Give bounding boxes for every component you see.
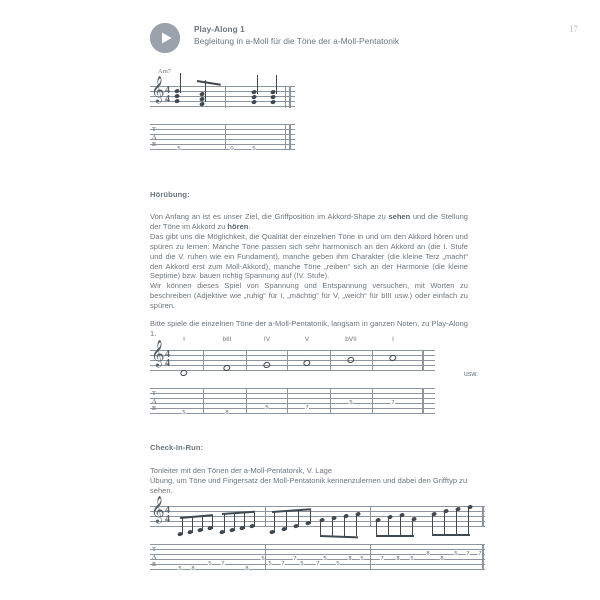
- paragraph-4: Bitte spiele die einzelnen Töne der a-Moll-Pentatonik, langsam in ganzen Noten, zu Play-Along 1.: [150, 319, 468, 338]
- treble-clef-icon: 𝄞: [151, 341, 165, 367]
- usw-label: usw.: [464, 371, 479, 378]
- barline: [370, 506, 371, 526]
- checkinrun-line-1: Tonleiter mit den Tönen der a-Moll-Pentatonik, V. Lage: [150, 466, 333, 475]
- tab-number: 5: [265, 405, 269, 411]
- roman-numeral-row: [150, 336, 435, 346]
- section-heading-hoeruebung: Hörübung:: [150, 190, 190, 199]
- tab-number: 5: [349, 400, 353, 406]
- barline: [225, 124, 226, 149]
- tab-number: 7: [391, 400, 395, 406]
- degree-label: bVII: [345, 336, 357, 343]
- tab-number: 8: [426, 551, 430, 557]
- beam: [197, 80, 221, 85]
- tab-staff: [150, 124, 295, 149]
- tab-clef-letters: T A B: [152, 391, 157, 412]
- music-system-check-in-run: [150, 497, 485, 584]
- checkinrun-line-2: Übung, um Töne und Fingersatz der Moll-Pentatonik kennenzulernen und dabei den Grifftyp zu sehen.: [150, 475, 468, 495]
- barline: [265, 544, 266, 569]
- chord-symbol-am7: Am7: [158, 68, 171, 75]
- barline: [265, 506, 266, 526]
- barline: [287, 388, 288, 413]
- beam: [320, 535, 358, 538]
- page-title: Play-Along 1: [194, 25, 245, 34]
- barline-final: [482, 506, 484, 526]
- tab-number: 8: [396, 556, 400, 562]
- note-stem: [205, 80, 206, 102]
- page-header: [150, 22, 490, 53]
- tab-number: 7: [293, 556, 297, 562]
- degree-label: I: [183, 336, 185, 343]
- note-stem: [180, 73, 181, 93]
- barline: [372, 388, 373, 413]
- tab-number: 5: [300, 561, 304, 567]
- barline-final: [289, 124, 291, 149]
- tab-number: 7: [466, 551, 470, 557]
- music-system-pentatonic-degrees: [150, 336, 435, 426]
- barline: [287, 350, 288, 370]
- para1-part-a: Von Anfang an ist es unser Ziel, die Griffposition im Akkord-Shape zu: [150, 212, 389, 221]
- para1-emphasis-sehen: sehen: [388, 212, 411, 221]
- check-in-run-body: [150, 466, 468, 496]
- degree-label: IV: [263, 336, 271, 343]
- time-signature: 4 4: [165, 505, 170, 525]
- para1-part-b: und die Stellung der Töne im Akkord zu: [150, 212, 468, 231]
- barline: [246, 388, 247, 413]
- tab-number: 8: [245, 566, 249, 572]
- tab-number: 5: [208, 561, 212, 567]
- paragraph-2: Das gibt uns die Möglichkeit, die Qualität der einzelnen Töne in und um den Akkord hören und spüren zu lernen: Manche Töne passen sich sehr harmonisch an den Akkord an (die I. Stufe und die V. ruhen wie ein Fundament), manche geben ihm Charakter (die kleine Terz „macht“ den Akkord erst zum Moll-Akkord), manche Töne „reiben“ sich an der Harmonie (die kleine Septime) bzw. bauen richtig Spannung auf (IV. Stufe).: [150, 231, 468, 281]
- tab-number: 8: [225, 410, 229, 416]
- tab-number: 7: [221, 561, 225, 567]
- degree-label: bIII: [222, 336, 232, 343]
- barline-final: [422, 388, 424, 413]
- hoeruebung-body: [150, 212, 468, 339]
- tab-number: 8: [440, 556, 444, 562]
- tab-number: 5: [410, 556, 414, 562]
- barline-final: [422, 350, 424, 370]
- tab-number: 5: [182, 410, 186, 416]
- tab-number: 8: [348, 556, 352, 562]
- tab-number: 5: [454, 551, 458, 557]
- tab-number: 7: [281, 561, 285, 567]
- tab-number: 8: [191, 566, 195, 572]
- barline: [330, 388, 331, 413]
- tab-clef-letters: T A B: [152, 547, 157, 568]
- tab-number: 5: [252, 146, 256, 152]
- para1-part-c: .: [248, 221, 251, 231]
- header-text-group: [194, 22, 399, 47]
- time-signature: 4 4: [165, 85, 170, 105]
- beam: [432, 534, 470, 536]
- tab-number: 5: [323, 556, 327, 562]
- tab-number: 5: [261, 556, 265, 562]
- tab-number: 7: [305, 405, 309, 411]
- barline: [246, 350, 247, 370]
- beam: [376, 535, 414, 537]
- paragraph-3: Wir können dieses Spiel von Spannung und Entspannung versuchen, mit Worten zu beschreiben (Adjektive wie „ruhig“ für I, „mächtig“ für V, „weich“ für bIII usw.) oder einfach zu spüren.: [150, 281, 468, 311]
- tab-number: 7: [316, 561, 320, 567]
- tab-number: 5: [178, 566, 182, 572]
- barline: [203, 388, 204, 413]
- tab-number: 5: [336, 561, 340, 567]
- tab-number: 5: [360, 556, 364, 562]
- note-stem: [257, 75, 258, 94]
- tab-number: 5: [177, 146, 181, 152]
- tab-number: 5: [268, 561, 272, 567]
- barline: [203, 350, 204, 370]
- page-subtitle: Begleitung in a-Moll für die Töne der a-Moll-Pentatonik: [194, 36, 400, 46]
- music-system-play-along: [150, 68, 295, 178]
- degree-label: I: [392, 336, 394, 343]
- treble-clef-icon: 𝄞: [151, 497, 165, 523]
- barline: [285, 86, 286, 108]
- tab-number: 7: [380, 556, 384, 562]
- barline-final: [482, 544, 484, 569]
- barline-final: [289, 86, 291, 108]
- page-number: 17: [569, 24, 578, 34]
- barline: [285, 124, 286, 149]
- play-circle-icon[interactable]: [150, 23, 180, 53]
- section-heading-check-in-run: Check-In-Run:: [150, 443, 204, 452]
- treble-clef-icon: 𝄞: [151, 77, 165, 103]
- barline: [225, 86, 226, 108]
- time-signature: 4 4: [165, 349, 170, 369]
- tab-number: 7: [478, 551, 482, 557]
- barline: [330, 350, 331, 370]
- paragraph-1: [150, 212, 468, 232]
- degree-label: V: [304, 336, 310, 343]
- para1-emphasis-hoeren: hören: [227, 221, 249, 231]
- tab-number: 0: [230, 146, 234, 152]
- barline: [370, 544, 371, 569]
- tab-clef-letters: T A B: [152, 127, 157, 148]
- barline: [372, 350, 373, 370]
- note-stem: [276, 75, 277, 94]
